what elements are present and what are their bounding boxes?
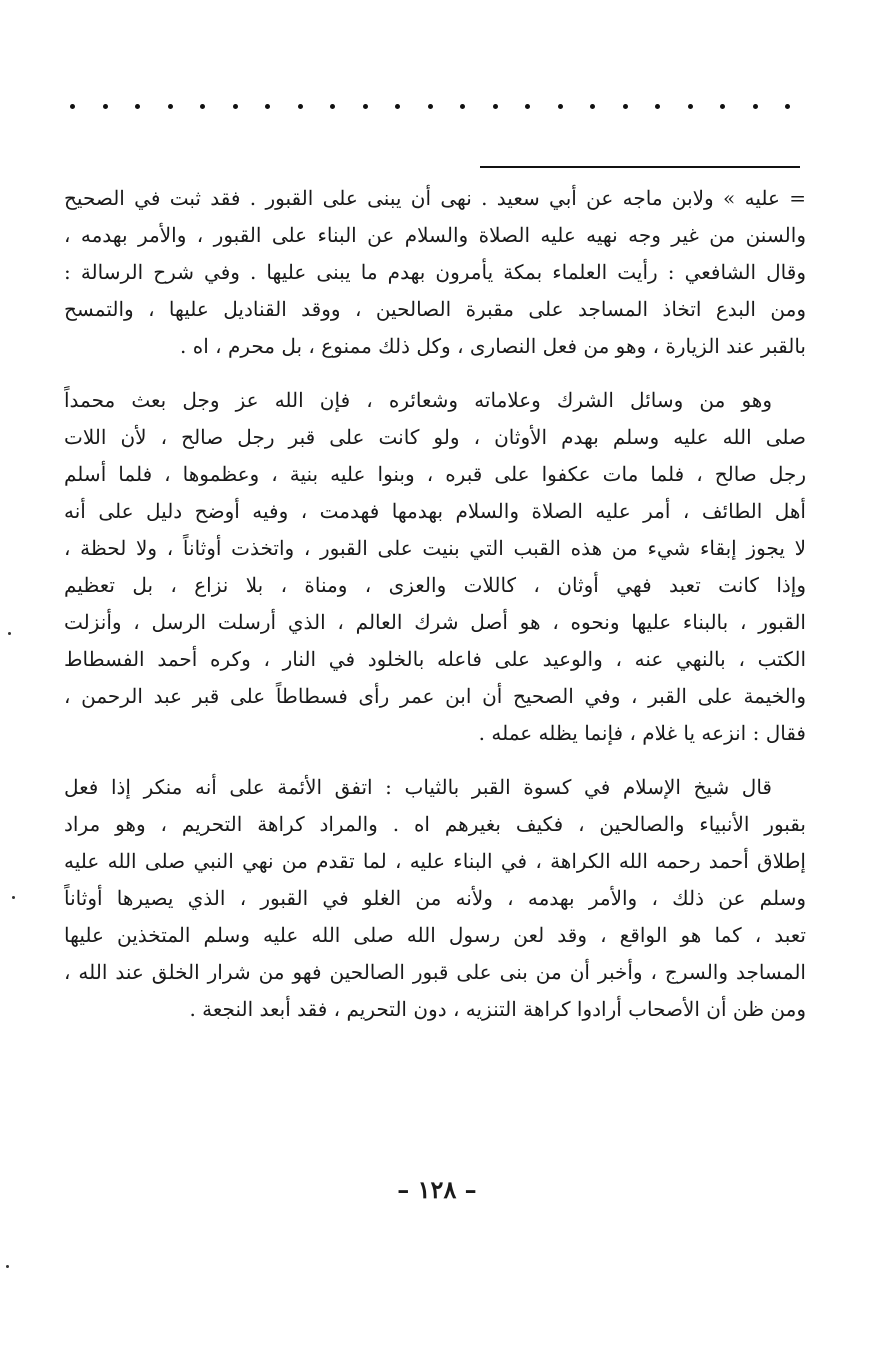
text-line: أهل الطائف ، أمر عليه الصلاة والسلام بهدمها فهدمت ، وفيه أوضح دليل على أنه <box>64 499 806 523</box>
text-line: بقبور الأنبياء والصالحين ، فكيف بغيرهم اه . والمراد كراهة التحريم ، وهو مراد <box>64 812 806 836</box>
dot <box>785 104 790 109</box>
text-line: والسنن من غير وجه نهيه عليه الصلاة والسلام عن البناء على القبور ، والأمر بهدمه ، <box>64 223 806 247</box>
page-number: – ١٢٨ – <box>397 1175 477 1204</box>
dot <box>753 104 758 109</box>
text-line: القبور ، بالبناء عليها ونحوه ، هو أصل شرك العالم ، الذي أرسلت الرسل ، وأنزلت <box>64 610 806 634</box>
dot <box>395 104 400 109</box>
main-text <box>64 180 806 1028</box>
dot <box>70 104 75 109</box>
text-line: فقال : انزعه يا غلام ، فإنما يظله عمله . <box>478 721 806 745</box>
text-line: ومن ظن أن الأصحاب أرادوا كراهة التنزيه ، دون التحريم ، فقد أبعد النجعة . <box>189 997 806 1021</box>
dot <box>200 104 205 109</box>
dot <box>688 104 693 109</box>
dot <box>298 104 303 109</box>
text-line: الكتب ، بالنهي عنه ، والوعيد على فاعله بالخلود في النار ، وكره أحمد الفسطاط <box>64 647 806 671</box>
text-line: بالقبر عند الزيارة ، وهو من فعل النصارى ، وكل ذلك ممنوع ، بل محرم ، اه . <box>180 334 806 358</box>
dot <box>265 104 270 109</box>
text-line: وقال الشافعي : رأيت العلماء بمكة يأمرون بهدم ما يبنى عليها . وفي شرح الرسالة : <box>64 260 806 284</box>
dot <box>460 104 465 109</box>
text-line: وهو من وسائل الشرك وعلاماته وشعائره ، فإن الله عز وجل بعث محمداً <box>64 388 772 412</box>
paragraph-1 <box>64 180 806 365</box>
paragraph-3 <box>64 769 806 1028</box>
text-line: رجل صالح ، فلما مات عكفوا على قبره ، وبنوا عليه بنية ، وعظموها ، فلما أسلم <box>64 462 806 486</box>
text-line: وسلم عن ذلك ، والأمر بهدمه ، ولأنه من الغلو في القبور ، الذي يصيرها أوثاناً <box>64 886 806 910</box>
dot <box>103 104 108 109</box>
dot <box>233 104 238 109</box>
paragraph-2 <box>64 382 806 752</box>
scan-speck <box>8 632 11 635</box>
dot <box>428 104 433 109</box>
dot <box>168 104 173 109</box>
text-line: المساجد والسرج ، وأخبر أن من بنى على قبور الصالحين فهو من شرار الخلق عند الله ، <box>64 960 806 984</box>
dot <box>525 104 530 109</box>
dot <box>623 104 628 109</box>
dot <box>655 104 660 109</box>
dot <box>135 104 140 109</box>
text-line: تعبد ، كما هو الواقع ، وقد لعن رسول الله صلى الله عليه وسلم المتخذين عليها <box>64 923 806 947</box>
dot <box>330 104 335 109</box>
text-line: إطلاق أحمد رحمه الله الكراهة ، في البناء عليه ، لما تقدم من نهي النبي صلى الله عليه <box>64 849 806 873</box>
text-line: = عليه » ولابن ماجه عن أبي سعيد . نهى أن يبنى على القبور . فقد ثبت في الصحيح <box>64 186 806 210</box>
text-line: صلى الله عليه وسلم بهدم الأوثان ، ولو كانت على قبر رجل صالح ، لأن اللات <box>64 425 806 449</box>
dot <box>493 104 498 109</box>
text-line: والخيمة على القبر ، وفي الصحيح أن ابن عمر رأى فسطاطاً على قبر عبد الرحمن ، <box>64 684 806 708</box>
text-line: لا يجوز إبقاء شيء من هذه القبب التي بنيت على القبور ، واتخذت أوثاناً ، ولا لحظة ، <box>64 536 806 560</box>
header-dotted-line <box>70 104 790 109</box>
text-line: قال شيخ الإسلام في كسوة القبر بالثياب : اتفق الأئمة على أنه منكر إذا فعل <box>64 775 772 799</box>
footnote-divider <box>480 166 800 168</box>
text-line: وإذا كانت تعبد فهي أوثان ، كاللات والعزى ، ومناة ، بلا نزاع ، بل تعظيم <box>64 573 806 597</box>
dot <box>590 104 595 109</box>
dot <box>720 104 725 109</box>
scan-speck <box>6 1265 9 1268</box>
paragraph-gap <box>64 365 806 382</box>
text-line: ومن البدع اتخاذ المساجد على مقبرة الصالحين ، ووقد القناديل عليها ، والتمسح <box>64 297 806 321</box>
dot <box>558 104 563 109</box>
scan-speck <box>12 896 15 899</box>
paragraph-gap <box>64 752 806 769</box>
dot <box>363 104 368 109</box>
